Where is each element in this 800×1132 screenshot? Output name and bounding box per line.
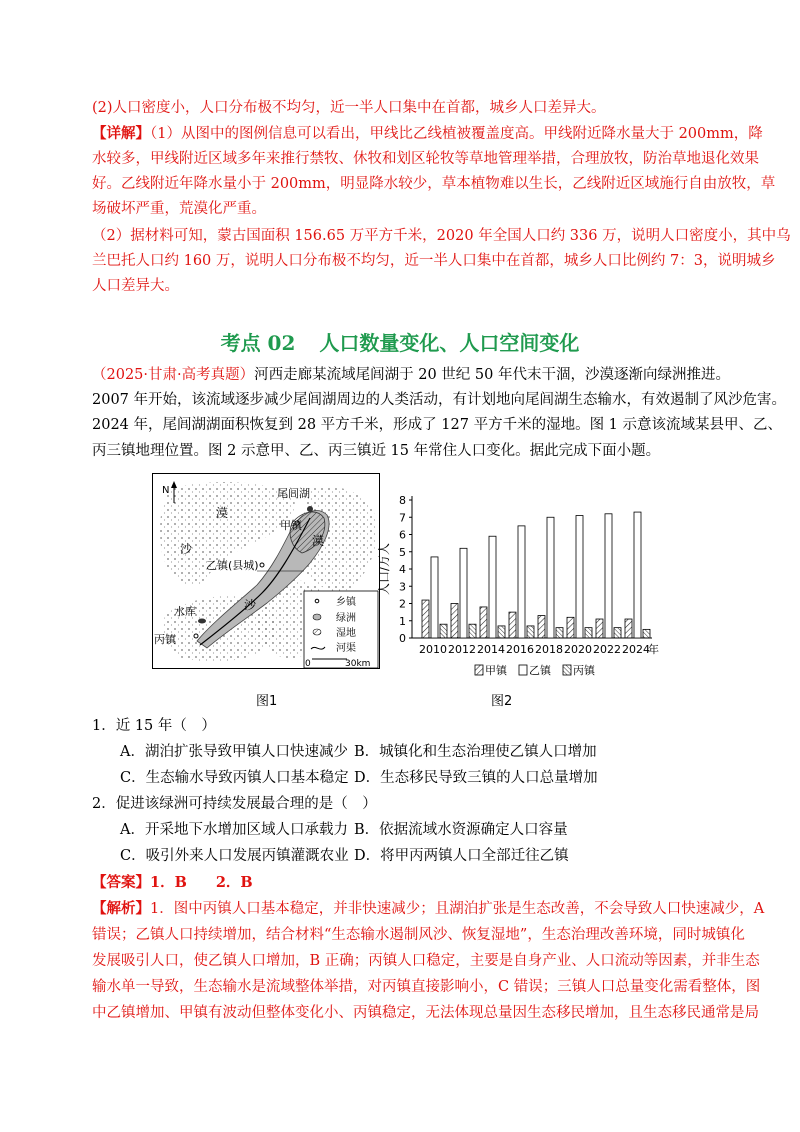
q1-option-c[interactable]: C．生态输水导致丙镇人口基本稳定 <box>120 770 349 786</box>
scale-zero-label: 0 <box>305 659 311 669</box>
bar-丙镇 <box>556 628 563 638</box>
detail-line-4: 场破坏严重，荒漠化严重。 <box>92 201 266 217</box>
bar-甲镇 <box>451 604 458 639</box>
q2-stem: 2．促进该绿洲可持续发展最合理的是（ ） <box>92 796 377 812</box>
bar-乙镇 <box>518 526 525 638</box>
q1-option-a[interactable]: A．湖泊扩张导致甲镇人口快速减少 <box>120 744 348 760</box>
legend-town-icon <box>315 599 319 603</box>
figure-1-caption: 图1 <box>256 694 278 709</box>
legend-river-label: 河渠 <box>336 643 356 654</box>
x-axis-suffix: 年 <box>648 643 659 656</box>
detail-line-2: 水较多，甲线附近区域多年来推行禁牧、休牧和划区轮牧等草地管理举措，合理放牧，防治草地退化效果 <box>92 151 759 167</box>
legend-label: 丙镇 <box>573 664 595 677</box>
question-intro-4: 丙三镇地理位置。图 2 示意甲、乙、丙三镇近 15 年常住人口变化。据此完成下面小题。 <box>92 443 661 459</box>
legend-label: 乙镇 <box>529 664 551 677</box>
figure-2-caption: 图2 <box>491 694 513 709</box>
figure-1-map <box>152 473 380 669</box>
analysis-line-3: 发展吸引人口，使乙镇人口增加，B 正确；丙镇人口稳定，主要是自身产业、人口流动等因素，并非生态 <box>92 953 760 969</box>
town-yi-marker <box>260 563 264 567</box>
q2-option-c[interactable]: C．吸引外来人口发展丙镇灌溉农业 <box>120 848 349 864</box>
bar-乙镇 <box>634 512 641 638</box>
detail-line-1: 【详解】（1）从图中的图例信息可以看出，甲线比乙线植被覆盖度高。甲线附近降水量大于 200mm，降 <box>92 125 763 142</box>
answer-text: 1．B 2．B <box>150 874 253 891</box>
bar-丙镇 <box>585 628 592 638</box>
y-tick-label: 0 <box>399 632 406 645</box>
legend-wetland-icon <box>313 629 321 635</box>
bar-丙镇 <box>614 628 621 638</box>
section-heading <box>0 327 800 356</box>
map-label-reservoir: 水库 <box>174 605 196 618</box>
legend-swatch-丙镇 <box>563 665 571 675</box>
detail-label: 【详解】 <box>92 125 150 142</box>
bar-丙镇 <box>469 624 476 638</box>
legend-label: 甲镇 <box>485 664 507 677</box>
part2-line-2: 兰巴托人口约 160 万，说明人口分布极不均匀，近一半人口集中在首都，城乡人口比例约 7：3，说明城乡 <box>92 253 776 269</box>
analysis-line-2: 错误；乙镇人口持续增加，结合材料“生态输水遏制风沙、恢复湿地”，生态治理改善环境，同时城镇化 <box>92 927 745 943</box>
part2-line-1: （2）据材料可知，蒙古国面积 156.65 万平方千米，2020 年全国人口约 336 万，说明人口密度小，其中乌 <box>92 228 791 244</box>
answer-label: 【答案】 <box>92 874 150 891</box>
q1-option-b[interactable]: B．城镇化和生态治理使乙镇人口增加 <box>354 744 597 760</box>
legend-swatch-乙镇 <box>519 665 527 675</box>
map-label-sha-2: 沙 <box>244 598 257 612</box>
section-number: 考点 02 <box>220 331 296 355</box>
bar-甲镇 <box>538 616 545 638</box>
bar-丙镇 <box>643 629 650 638</box>
y-tick-label: 6 <box>399 528 406 542</box>
q2-option-b[interactable]: B．依据流域水资源确定人口容量 <box>354 822 568 838</box>
legend-oasis-label: 绿洲 <box>336 613 356 624</box>
bar-甲镇 <box>596 619 603 638</box>
x-tick-label: 2024 <box>622 643 650 656</box>
section-title: 人口数量变化、人口空间变化 <box>319 331 580 355</box>
figure-2-chart <box>377 488 670 688</box>
bar-丙镇 <box>440 624 447 638</box>
bar-丙镇 <box>498 626 505 638</box>
town-bing-marker <box>194 634 198 638</box>
detail-line-3: 好。乙线附近年降水量小于 200mm，明显降水较少，草本植物难以生长，乙线附近区域施行自由放牧，草 <box>92 176 776 192</box>
bar-甲镇 <box>625 619 632 638</box>
lake-marker <box>307 506 313 512</box>
y-tick-label: 1 <box>399 614 406 628</box>
answer-line <box>92 873 712 893</box>
answer-part2-summary: (2)人口密度小，人口分布极不均匀，近一半人口集中在首都，城乡人口差异大。 <box>92 100 606 116</box>
analysis-line-5: 中乙镇增加、甲镇有波动但整体变化小、丙镇稳定，无法体现总量因生态移民增加，且生态移民通常是局 <box>92 1005 759 1021</box>
q2-option-a[interactable]: A．开采地下水增加区域人口承载力 <box>120 822 348 838</box>
bar-乙镇 <box>489 536 496 638</box>
x-tick-label: 2018 <box>535 643 563 656</box>
question-intro-1: （2025·甘肃·高考真题）河西走廊某流域尾闾湖于 20 世纪 50 年代末干涸，沙漠逐渐向绿洲推进。 <box>92 367 730 383</box>
map-label-jia: 甲镇 <box>280 519 302 532</box>
x-tick-label: 2022 <box>593 643 621 656</box>
q1-stem: 1．近 15 年（ ） <box>92 718 216 734</box>
bar-甲镇 <box>509 612 516 638</box>
x-tick-label: 2020 <box>564 643 592 656</box>
bar-甲镇 <box>567 617 574 638</box>
analysis-line-1: 【解析】1．图中丙镇人口基本稳定，并非快速减少；且湖泊扩张是生态改善，不会导致人口快速减少，A <box>92 900 765 917</box>
map-label-bing: 丙镇 <box>154 633 176 646</box>
y-tick-label: 4 <box>399 563 406 576</box>
y-axis-label: 人口/万人 <box>377 542 391 596</box>
question-source: （2025·甘肃·高考真题） <box>92 367 255 383</box>
map-label-mo-2: 漠 <box>312 534 325 548</box>
bar-乙镇 <box>576 516 583 638</box>
map-label-lake: 尾闾湖 <box>277 487 310 500</box>
analysis-label: 【解析】 <box>92 900 150 917</box>
legend-swatch-甲镇 <box>475 665 483 675</box>
reservoir-shape <box>198 619 206 624</box>
bar-丙镇 <box>527 626 534 638</box>
map-label-yi: 乙镇(县城) <box>206 559 259 572</box>
x-tick-label: 2014 <box>477 643 505 656</box>
q1-option-d[interactable]: D．生态移民导致三镇的人口总量增加 <box>354 770 598 786</box>
legend-town-label: 乡镇 <box>336 597 356 608</box>
legend-wetland-label: 湿地 <box>336 628 356 639</box>
y-tick-label: 3 <box>399 580 406 594</box>
bar-乙镇 <box>547 517 554 638</box>
question-intro-3: 2024 年，尾闾湖湖面积恢复到 28 平方千米，形成了 127 平方千米的湿地。图 1 示意该流域某县甲、乙、 <box>92 417 783 433</box>
y-tick-label: 2 <box>399 597 406 611</box>
y-tick-label: 5 <box>399 545 406 559</box>
scale-end-label: 30km <box>345 659 371 669</box>
part2-line-3: 人口差异大。 <box>92 278 179 294</box>
x-tick-label: 2010 <box>419 643 447 656</box>
bar-乙镇 <box>431 557 438 638</box>
q2-option-d[interactable]: D．将甲丙两镇人口全部迁往乙镇 <box>354 848 569 864</box>
map-label-sha: 沙 <box>180 542 193 556</box>
analysis-line-4: 输水单一导致，生态输水是流域整体举措，对丙镇直接影响小，C 错误；三镇人口总量变化需看整体，图 <box>92 979 761 995</box>
bar-甲镇 <box>480 607 487 638</box>
y-tick-label: 7 <box>399 511 406 525</box>
north-label: N <box>162 485 170 496</box>
bar-乙镇 <box>605 514 612 638</box>
map-label-mo: 漠 <box>216 506 229 520</box>
x-tick-label: 2012 <box>448 643 476 656</box>
legend-oasis-icon <box>313 614 321 620</box>
question-intro-2: 2007 年开始，该流域逐步减少尾闾湖周边的人类活动，有计划地向尾闾湖生态输水，有效遏制了风沙危害。 <box>92 392 787 408</box>
bar-乙镇 <box>460 548 467 638</box>
x-tick-label: 2016 <box>506 643 534 656</box>
bar-甲镇 <box>422 600 429 638</box>
y-tick-label: 8 <box>399 494 406 507</box>
